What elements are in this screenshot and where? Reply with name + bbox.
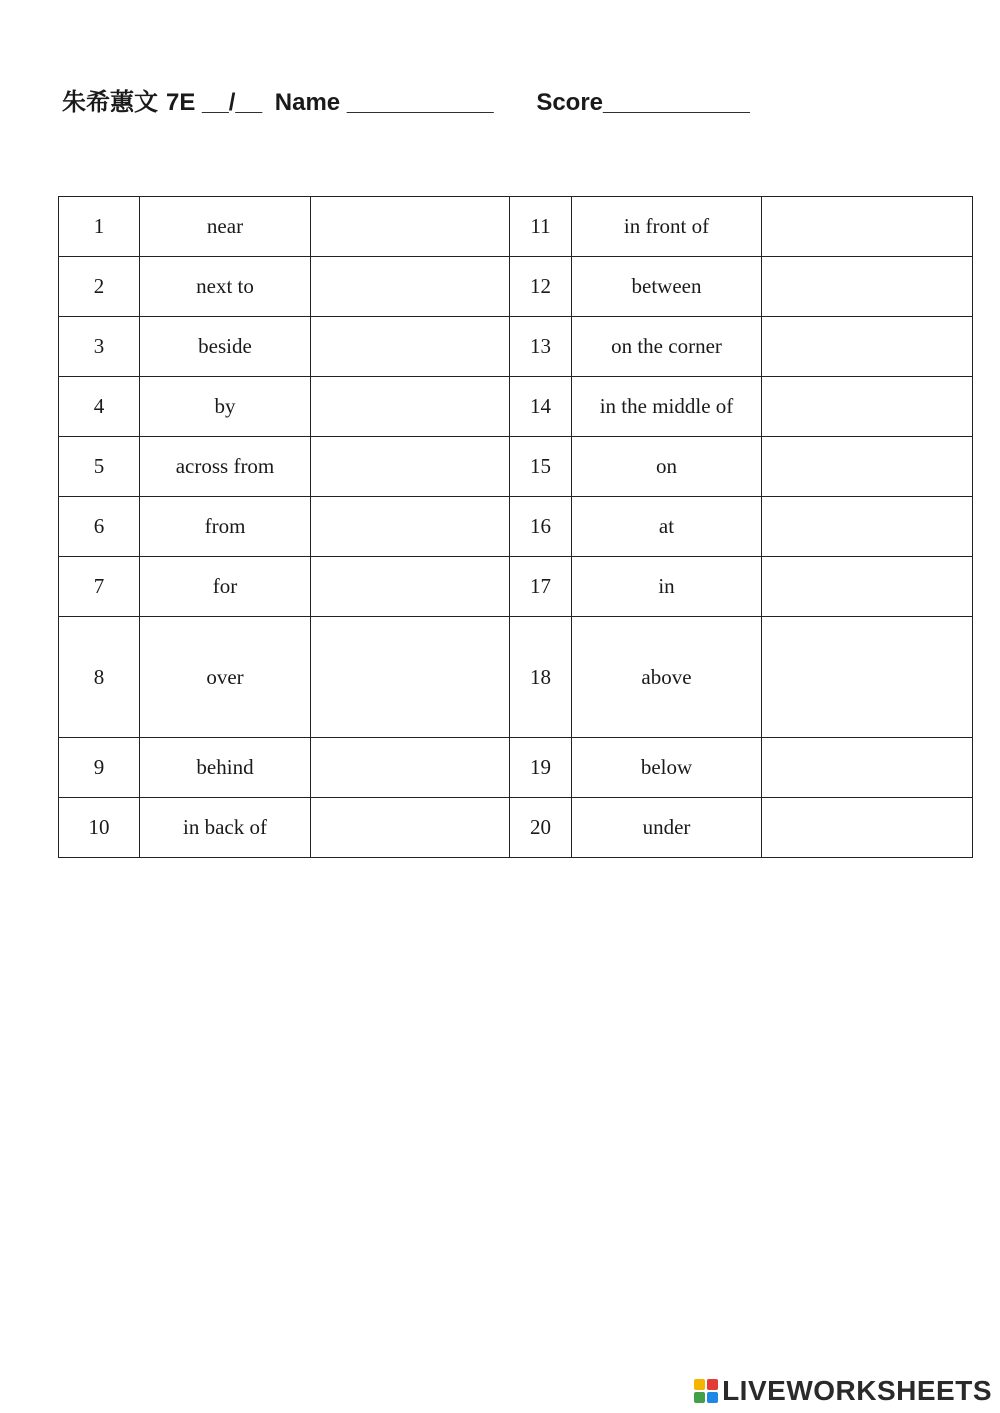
table-row [59, 798, 973, 858]
left-word-cell: from [140, 497, 311, 557]
left-word-cell: in back of [140, 798, 311, 858]
table-row [59, 317, 973, 377]
right-word-cell: below [572, 738, 762, 798]
left-number-cell: 7 [59, 557, 140, 617]
right-word-cell: under [572, 798, 762, 858]
right-answer-cell[interactable] [762, 197, 973, 257]
class-number-blank[interactable]: __/__ [202, 89, 263, 116]
left-answer-cell[interactable] [311, 257, 510, 317]
right-word-cell: above [572, 617, 762, 738]
school-name: 朱希蕙文 [62, 89, 158, 116]
table-row [59, 557, 973, 617]
right-answer-cell[interactable] [762, 257, 973, 317]
right-answer-cell[interactable] [762, 798, 973, 858]
left-word-cell: over [140, 617, 311, 738]
left-number-cell: 3 [59, 317, 140, 377]
table-row [59, 257, 973, 317]
left-word-cell: beside [140, 317, 311, 377]
left-number-cell: 10 [59, 798, 140, 858]
table-row [59, 437, 973, 497]
right-word-cell: on the corner [572, 317, 762, 377]
left-number-cell: 9 [59, 738, 140, 798]
right-number-cell: 14 [510, 377, 572, 437]
left-answer-cell[interactable] [311, 197, 510, 257]
class-label: 7E [166, 89, 196, 116]
left-answer-cell[interactable] [311, 557, 510, 617]
right-answer-cell[interactable] [762, 738, 973, 798]
logo-square-3 [694, 1392, 705, 1403]
right-answer-cell[interactable] [762, 497, 973, 557]
left-answer-cell[interactable] [311, 497, 510, 557]
logo-square-4 [707, 1392, 718, 1403]
right-number-cell: 11 [510, 197, 572, 257]
right-number-cell: 17 [510, 557, 572, 617]
table-row [59, 497, 973, 557]
right-word-cell: in the middle of [572, 377, 762, 437]
left-word-cell: by [140, 377, 311, 437]
left-answer-cell[interactable] [311, 738, 510, 798]
left-number-cell: 2 [59, 257, 140, 317]
right-answer-cell[interactable] [762, 617, 973, 738]
left-answer-cell[interactable] [311, 377, 510, 437]
right-word-cell: between [572, 257, 762, 317]
left-number-cell: 6 [59, 497, 140, 557]
right-number-cell: 15 [510, 437, 572, 497]
name-blank[interactable]: ___________ [346, 89, 494, 116]
logo-square-2 [707, 1379, 718, 1390]
left-number-cell: 1 [59, 197, 140, 257]
left-word-cell: behind [140, 738, 311, 798]
liveworksheets-brand [694, 1375, 992, 1407]
left-word-cell: across from [140, 437, 311, 497]
brand-name: LIVEWORKSHEETS [722, 1375, 992, 1406]
right-number-cell: 18 [510, 617, 572, 738]
left-number-cell: 4 [59, 377, 140, 437]
right-answer-cell[interactable] [762, 317, 973, 377]
right-word-cell: at [572, 497, 762, 557]
left-word-cell: near [140, 197, 311, 257]
right-answer-cell[interactable] [762, 437, 973, 497]
right-number-cell: 20 [510, 798, 572, 858]
right-word-cell: on [572, 437, 762, 497]
left-number-cell: 8 [59, 617, 140, 738]
right-answer-cell[interactable] [762, 557, 973, 617]
logo-square-1 [694, 1379, 705, 1390]
right-answer-cell[interactable] [762, 377, 973, 437]
right-word-cell: in [572, 557, 762, 617]
left-word-cell: for [140, 557, 311, 617]
left-answer-cell[interactable] [311, 617, 510, 738]
table-row [59, 197, 973, 257]
score-label: Score [536, 89, 604, 116]
left-answer-cell[interactable] [311, 798, 510, 858]
right-number-cell: 16 [510, 497, 572, 557]
left-answer-cell[interactable] [311, 437, 510, 497]
right-number-cell: 12 [510, 257, 572, 317]
right-number-cell: 13 [510, 317, 572, 377]
table-row [59, 377, 973, 437]
table-row [59, 738, 973, 798]
worksheet-header [62, 82, 750, 117]
left-answer-cell[interactable] [311, 317, 510, 377]
score-blank[interactable]: ___________ [603, 89, 750, 116]
liveworksheets-logo-icon [694, 1379, 718, 1403]
vocabulary-table [58, 196, 973, 858]
right-word-cell: in front of [572, 197, 762, 257]
left-word-cell: next to [140, 257, 311, 317]
left-number-cell: 5 [59, 437, 140, 497]
right-number-cell: 19 [510, 738, 572, 798]
name-label: Name [274, 89, 341, 116]
table-row [59, 617, 973, 738]
